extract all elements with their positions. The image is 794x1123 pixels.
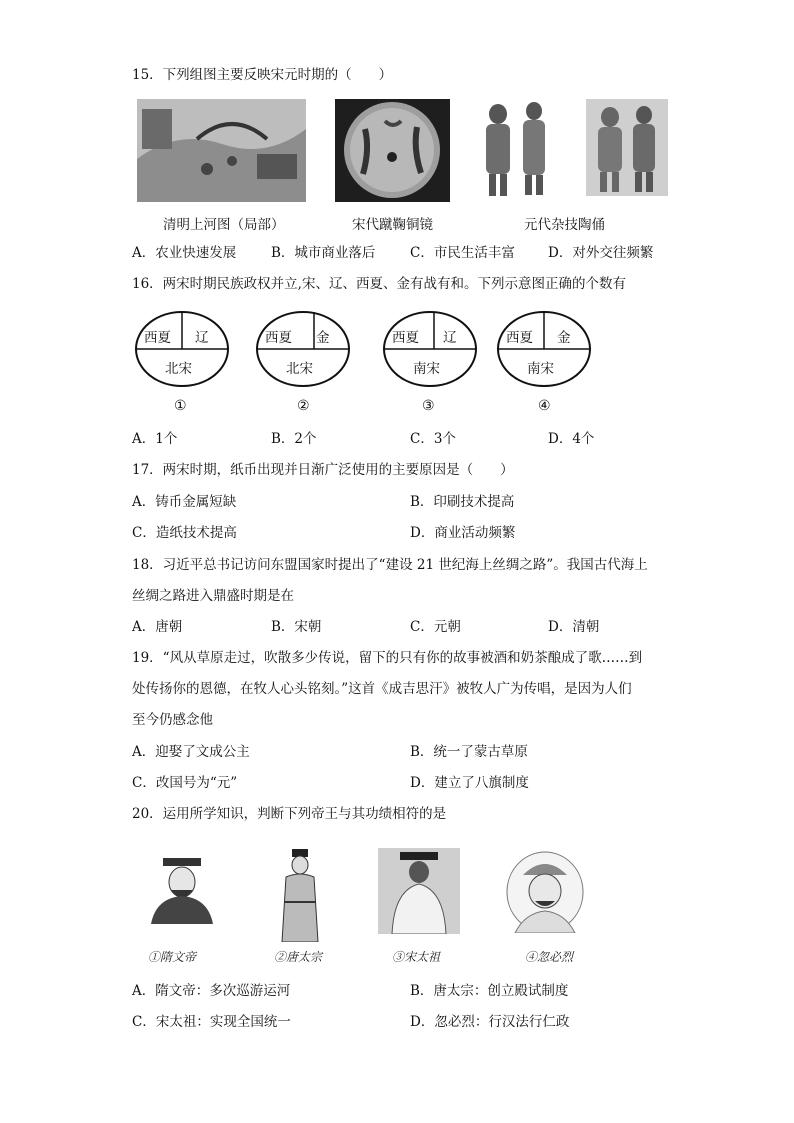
diagram-3-bottom: 南宋 bbox=[413, 361, 440, 377]
q17-option-a: A．铸币金属短缺 bbox=[132, 494, 237, 510]
q19-option-d: D．建立了八旗制度 bbox=[410, 775, 529, 791]
qingming-painting-image bbox=[137, 99, 306, 202]
diagram-2-left: 西夏 bbox=[265, 330, 292, 346]
q17-option-b: B．印刷技术提高 bbox=[410, 494, 515, 510]
q19-option-a: A．迎娶了文成公主 bbox=[132, 744, 250, 760]
song-taizu-caption: ③宋太祖 bbox=[392, 950, 441, 964]
q16-option-b: B．2个 bbox=[271, 431, 317, 447]
diagram-1-bottom: 北宋 bbox=[165, 361, 192, 377]
diagram-4-number: ④ bbox=[538, 398, 551, 414]
q15-option-a: A．农业快速发展 bbox=[132, 245, 237, 261]
cuju-mirror-image bbox=[335, 99, 450, 202]
q16-option-c: C．3个 bbox=[410, 431, 456, 447]
sui-wendi-portrait bbox=[145, 856, 219, 924]
q16-option-d: D．4个 bbox=[548, 431, 595, 447]
diagram-2-number: ② bbox=[297, 398, 310, 414]
diagram-3-left: 西夏 bbox=[392, 330, 419, 346]
q19-stem-line2: 处传扬你的恩德，在牧人心头铭刻。”这首《成吉思汗》被牧人广为传唱，是因为人们 bbox=[132, 681, 632, 697]
q15-option-b: B．城市商业落后 bbox=[271, 245, 376, 261]
diagram-3-right: 辽 bbox=[443, 330, 457, 346]
q18-stem-line1: 18．习近平总书记访问东盟国家时提出了“建设 21 世纪海上丝绸之路”。我国古代海上 bbox=[132, 557, 648, 573]
q18-option-c: C．元朝 bbox=[410, 619, 461, 635]
tang-taizong-caption: ②唐太宗 bbox=[274, 950, 323, 964]
diagram-2-bottom: 北宋 bbox=[286, 361, 313, 377]
diagram-1-left: 西夏 bbox=[144, 330, 171, 346]
q16-option-a: A．1个 bbox=[132, 431, 178, 447]
q17-option-d: D．商业活动频繁 bbox=[410, 525, 516, 541]
q15-stem: 15．下列组图主要反映宋元时期的（ ） bbox=[132, 67, 393, 83]
q20-stem: 20．运用所学知识，判断下列帝王与其功绩相符的是 bbox=[132, 806, 447, 822]
sui-wendi-caption: ①隋文帝 bbox=[148, 950, 197, 964]
q19-stem-line1: 19．“风从草原走过，吹散多少传说，留下的只有你的故事被酒和奶茶酿成了歌……到 bbox=[132, 650, 643, 666]
q15-option-d: D．对外交往频繁 bbox=[548, 245, 654, 261]
q16-stem: 16．两宋时期民族政权并立,宋、辽、西夏、金有战有和。下列示意图正确的个数有 bbox=[132, 276, 626, 292]
diagram-2-right: 金 bbox=[316, 330, 330, 346]
acrobat-figurines-caption: 元代杂技陶俑 bbox=[524, 217, 605, 233]
q20-option-a: A．隋文帝：多次巡游运河 bbox=[132, 983, 291, 999]
acrobat-figurines-image-2 bbox=[586, 99, 668, 196]
diagram-4-right: 金 bbox=[557, 330, 571, 346]
q20-option-d: D．忽必烈：行汉法行仁政 bbox=[410, 1014, 570, 1030]
q18-option-a: A．唐朝 bbox=[132, 619, 183, 635]
tang-taizong-portrait bbox=[274, 847, 326, 942]
q17-stem: 17．两宋时期，纸币出现并日渐广泛使用的主要原因是（ ） bbox=[132, 462, 514, 478]
cuju-mirror-caption: 宋代蹴鞠铜镜 bbox=[352, 217, 433, 233]
diagram-1-right: 辽 bbox=[195, 330, 209, 346]
diagram-4-bottom: 南宋 bbox=[527, 361, 554, 377]
song-taizu-portrait bbox=[378, 848, 460, 934]
q18-stem-line2: 丝绸之路进入鼎盛时期是在 bbox=[132, 588, 294, 604]
q17-option-c: C．造纸技术提高 bbox=[132, 525, 237, 541]
q18-option-b: B．宋朝 bbox=[271, 619, 322, 635]
q20-option-c: C．宋太祖：实现全国统一 bbox=[132, 1014, 291, 1030]
q20-option-b: B．唐太宗：创立殿试制度 bbox=[410, 983, 569, 999]
diagram-3-number: ③ bbox=[422, 398, 435, 414]
q18-option-d: D．清朝 bbox=[548, 619, 600, 635]
q15-option-c: C．市民生活丰富 bbox=[410, 245, 515, 261]
q19-option-b: B．统一了蒙古草原 bbox=[410, 744, 528, 760]
q19-stem-line3: 至今仍感念他 bbox=[132, 712, 213, 728]
q19-option-c: C．改国号为“元” bbox=[132, 775, 238, 791]
diagram-4-left: 西夏 bbox=[506, 330, 533, 346]
diagram-1-number: ① bbox=[174, 398, 187, 414]
kublai-khan-caption: ④忽必烈 bbox=[525, 950, 574, 964]
kublai-khan-portrait bbox=[505, 851, 585, 933]
qingming-caption: 清明上河图（局部） bbox=[163, 217, 285, 233]
acrobat-figurines-image-1 bbox=[478, 99, 558, 202]
